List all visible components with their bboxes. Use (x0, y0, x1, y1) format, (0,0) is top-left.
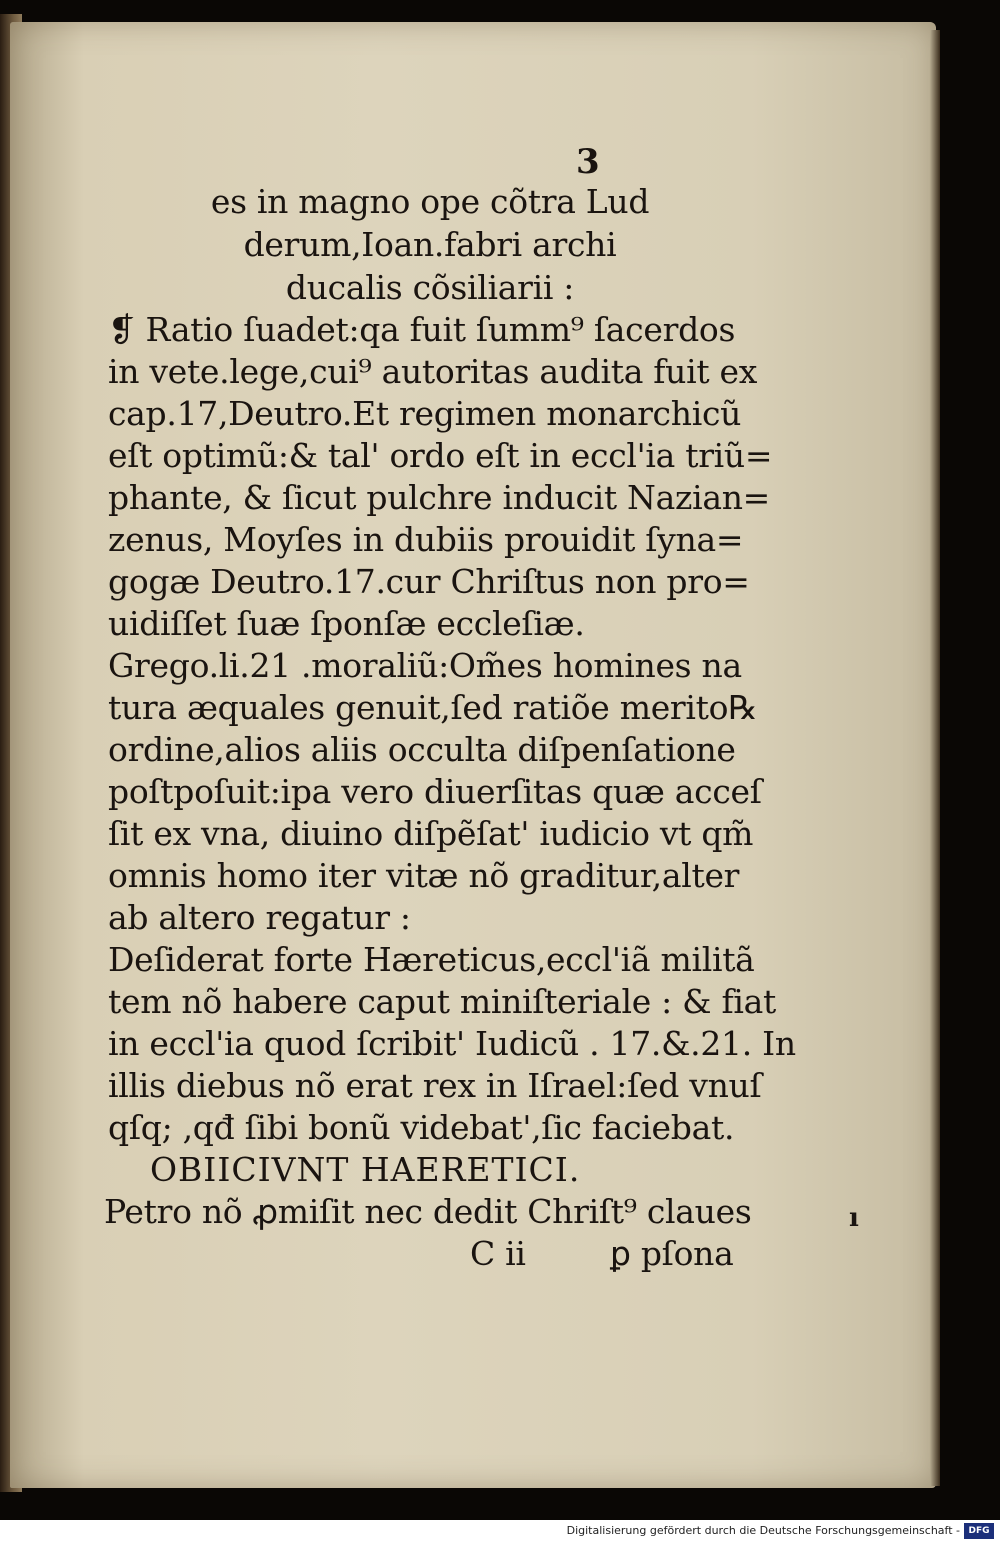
body-line-1: ❡ Ratio ſuadet:qa fuit ſumm⁹ ſacerdos (108, 310, 736, 349)
signature-mark: C ii (470, 1234, 526, 1273)
body-line-12: poſtpoſuit:ipa vero diuerſitas quæ acceſ (108, 772, 762, 811)
body-line-19: illis diebus nõ erat rex in Iſrael:ſed vnuſ (108, 1066, 762, 1105)
dfg-logo: DFG (964, 1523, 994, 1539)
body-line-2: in vete.lege,cui⁹ autoritas audita fuit ex (108, 352, 758, 391)
section-heading: OBIICIVNT HAERETICI. (150, 1150, 581, 1189)
body-line-13: ſit ex vna, diuino diſpẽſat' iudicio vt qm̃ (108, 814, 754, 853)
closing-line-1: Petro nõ ꝓmiſit nec dedit Chriſt⁹ claues (104, 1192, 752, 1231)
body-line-5: phante, & ſicut pulchre inducit Nazian= (108, 478, 770, 517)
body-line-10: tura æquales genuit,ſed ratiõe merito℞ (108, 688, 758, 727)
folio-number: 3 (576, 142, 600, 182)
body-line-11: ordine,alios aliis occulta diſpenſatione (108, 730, 736, 769)
body-line-14: omnis homo iter vitæ nõ graditur,alter (108, 856, 740, 895)
body-line-9: Grego.li.21 .moraliũ:Om̃es homines na (108, 646, 742, 685)
body-line-15: ab altero regatur : (108, 898, 411, 937)
body-line-17: tem nõ habere caput miniſteriale : & fiat (108, 982, 776, 1021)
header-line-1: es in magno ope cõtra Lud (210, 182, 650, 221)
body-line-6: zenus, Moyſes in dubiis prouidit ſyna= (108, 520, 744, 559)
header-line-2: derum,Ioan.fabri archi (243, 225, 617, 264)
funding-credit: Digitalisierung gefördert durch die Deutsche Forschungsgemeinschaft - (566, 1524, 960, 1537)
body-line-7: gogæ Deutro.17.cur Chriſtus non pro= (108, 562, 750, 601)
body-line-8: uidiſſet ſuæ ſponſæ eccleſiæ. (108, 604, 585, 643)
body-line-16: Deſiderat forte Hæreticus,eccl'iã militã (108, 940, 755, 979)
body-line-20: qſq; ,qđ ſibi bonũ videbat',ſic faciebat. (108, 1108, 735, 1147)
header-line-3: ducalis cõsiliarii : (285, 268, 575, 307)
catchword: ꝑ pſona (610, 1234, 734, 1273)
body-line-18: in eccl'ia quod ſcribit' Iudicũ . 17.&.21. In (108, 1024, 796, 1063)
body-line-3: cap.17,Deutro.Et regimen monarchicũ (108, 394, 742, 433)
margin-mark: ı (849, 1203, 859, 1233)
body-line-4: eſt optimũ:& tal' ordo eſt in eccl'ia triũ= (108, 436, 773, 475)
